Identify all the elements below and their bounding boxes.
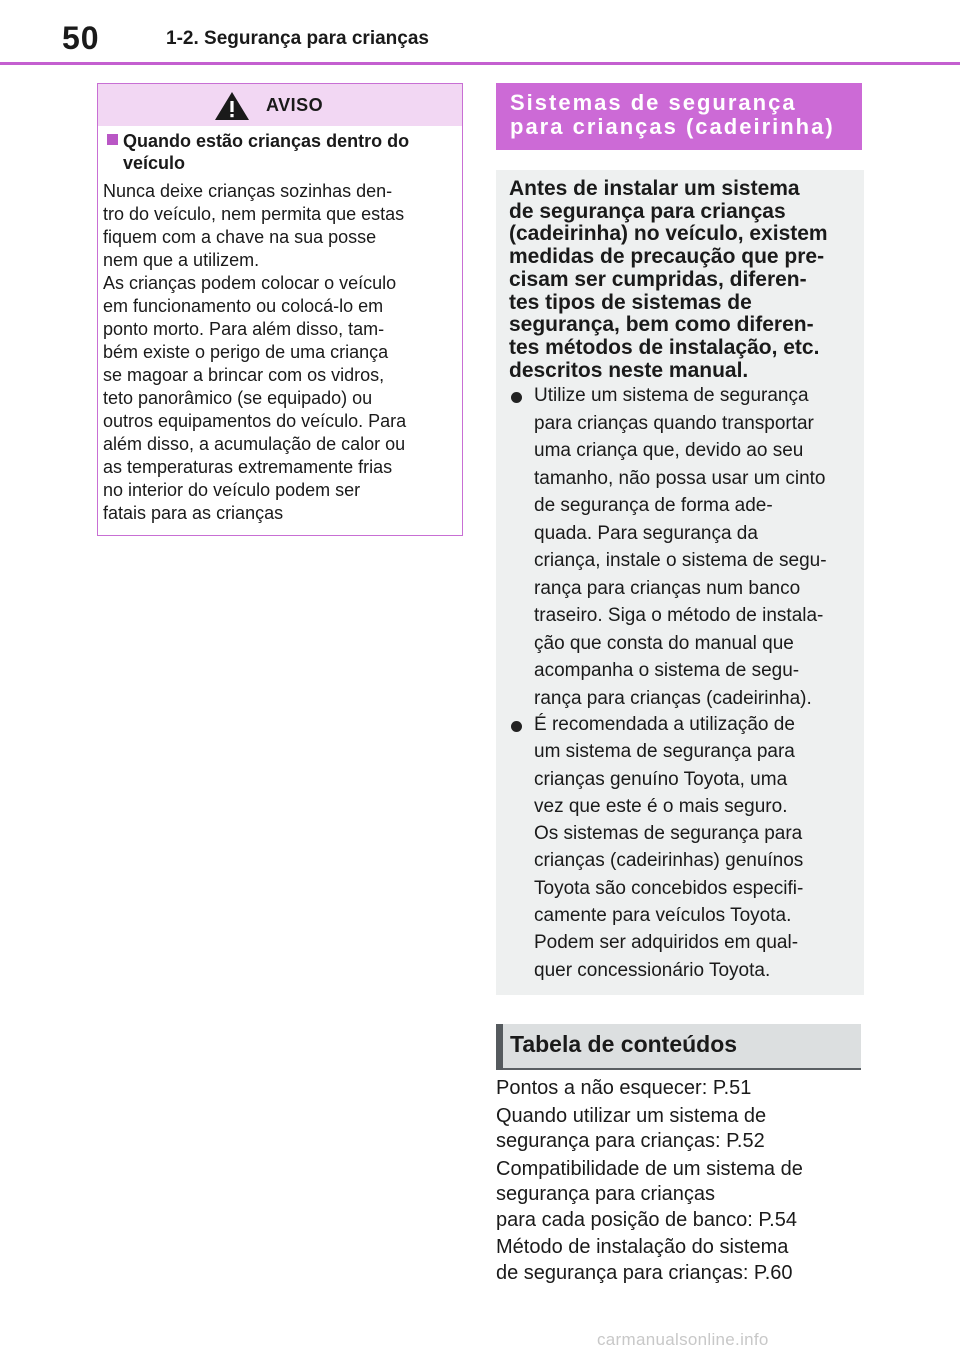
toc-header xyxy=(496,1024,861,1070)
toc-list xyxy=(496,1076,860,1288)
toc-entry[interactable]: Método de instalação do sistema de segurança para crianças: P.60 xyxy=(496,1236,793,1284)
toc-entry[interactable]: Compatibilidade de um sistema de segurança para crianças para cada posição de banco: P.54 xyxy=(496,1157,803,1231)
info-item-text: Utilize um sistema de segurança para crianças quando transportar uma criança que, devido ao seu tamanho, não possa usar um cinto de segurança de forma ade- quada. Para segurança da criança, instale o sistema de segu- rança para crianças num banco traseiro. Siga o método de instala- ção que consta do manual que acompanha o sistema de segu- rança para crianças (cadeirinha). xyxy=(534,385,827,709)
watermark: carmanualsonline.info xyxy=(597,1330,769,1349)
warning-subheading: Quando estão crianças dentro do veículo xyxy=(107,130,457,174)
info-box xyxy=(496,170,864,995)
warning-label: AVISO xyxy=(266,95,324,115)
square-bullet-icon xyxy=(107,134,118,145)
warning-triangle-icon xyxy=(213,90,251,122)
info-lead: Antes de instalar um sistema de segurança para crianças (cadeirinha) no veículo, existem medidas de precaução que pre- cisam ser cumpridas, diferen- tes tipos de sistemas de segurança, bem como diferen- tes métodos de instalação, etc. descritos neste manual. xyxy=(509,177,828,382)
toc-title: Tabela de conteúdos xyxy=(510,1031,738,1057)
warning-paragraph: Nunca deixe crianças sozinhas den- tro do veículo, nem permita que estas fiquem com a chave na sua posse nem que a utilizem. xyxy=(103,181,405,270)
header-divider xyxy=(0,62,960,65)
info-list-item xyxy=(509,711,849,984)
section-title: 1-2. Segurança para crianças xyxy=(166,28,429,49)
warning-paragraph: As crianças podem colocar o veículo em funcionamento ou colocá-lo em ponto morto. Para além disso, tam- bém existe o perigo de uma criança se magoar a brincar com os vidros, teto panorâmico (se equipado) ou outros equipamentos do veículo. Para além disso, a acumulação de calor ou as temperaturas extremamente frias no interior do veículo podem ser fatais para as crianças xyxy=(103,273,407,523)
toc-accent-bar xyxy=(496,1024,503,1070)
warning-header xyxy=(98,84,462,126)
info-list-item xyxy=(509,382,849,712)
child-restraint-title: Sistemas de segurança para crianças (cadeirinha) xyxy=(510,90,835,139)
info-item-text: É recomendada a utilização de um sistema de segurança para crianças genuíno Toyota, uma vez que este é o mais seguro. Os sistemas de segurança para crianças (cadeirinhas) genuínos Toyota são concebidos especifi- camente para veículos Toyota. Podem ser adquiridos em qual- quer concessionário Toyota. xyxy=(534,714,804,981)
toc-entry[interactable]: Quando utilizar um sistema de segurança para crianças: P.52 xyxy=(496,1104,767,1152)
bullet-dot-icon xyxy=(511,721,522,732)
toc-entry[interactable]: Pontos a não esquecer: P.51 xyxy=(496,1077,752,1099)
page-number: 50 xyxy=(62,20,100,56)
warning-body xyxy=(103,180,455,525)
child-restraint-header xyxy=(496,83,862,150)
bullet-dot-icon xyxy=(511,392,522,403)
